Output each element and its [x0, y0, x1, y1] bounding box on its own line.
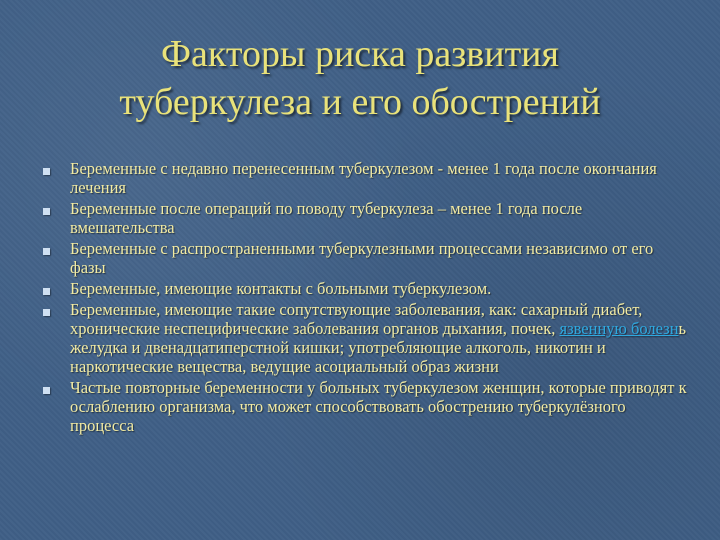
square-bullet-icon	[43, 208, 50, 215]
list-item-text-before: Беременные, имеющие такие сопутствующие заболевания, как: сахарный диабет, хронические неспецифические заболевания органов дыхания, почек,	[70, 300, 643, 338]
slide-title	[40, 30, 680, 126]
list-item	[40, 200, 690, 238]
list-item	[40, 301, 690, 377]
list-item	[40, 160, 690, 198]
square-bullet-icon	[43, 387, 50, 394]
square-bullet-icon	[43, 168, 50, 175]
list-item	[40, 240, 690, 278]
title-line-2: туберкулеза и его обострений	[119, 81, 601, 123]
square-bullet-icon	[43, 288, 50, 295]
square-bullet-icon	[43, 309, 50, 316]
list-item-text-after: ь желудка и двенадцатиперстной кишки; употребляющие алкоголь, никотин и наркотические вещества, ведущие асоциальный образ жизни	[70, 319, 687, 376]
list-item	[40, 280, 690, 299]
list-item	[40, 379, 690, 436]
square-bullet-icon	[43, 248, 50, 255]
list-item-text: Беременные с распространенными туберкулезными процессами независимо от его фазы	[70, 239, 654, 277]
list-item-text: Частые повторные беременности у больных туберкулезом женщин, которые приводят к ослаблению организма, что может способствовать обострению туберкулёзного процесса	[70, 378, 687, 435]
list-item-text: Беременные, имеющие контакты с больными туберкулезом.	[70, 279, 492, 298]
list-item-text	[70, 300, 686, 376]
list-item-text: Беременные с недавно перенесенным туберкулезом - менее 1 года после окончания лечения	[70, 159, 657, 197]
list-item-text: Беременные после операций по поводу туберкулеза – менее 1 года после вмешательства	[70, 199, 583, 237]
peptic-ulcer-link[interactable]: язвенную болезн	[559, 319, 679, 338]
bullet-list	[40, 160, 690, 438]
title-line-1: Факторы риска развития	[160, 33, 560, 75]
